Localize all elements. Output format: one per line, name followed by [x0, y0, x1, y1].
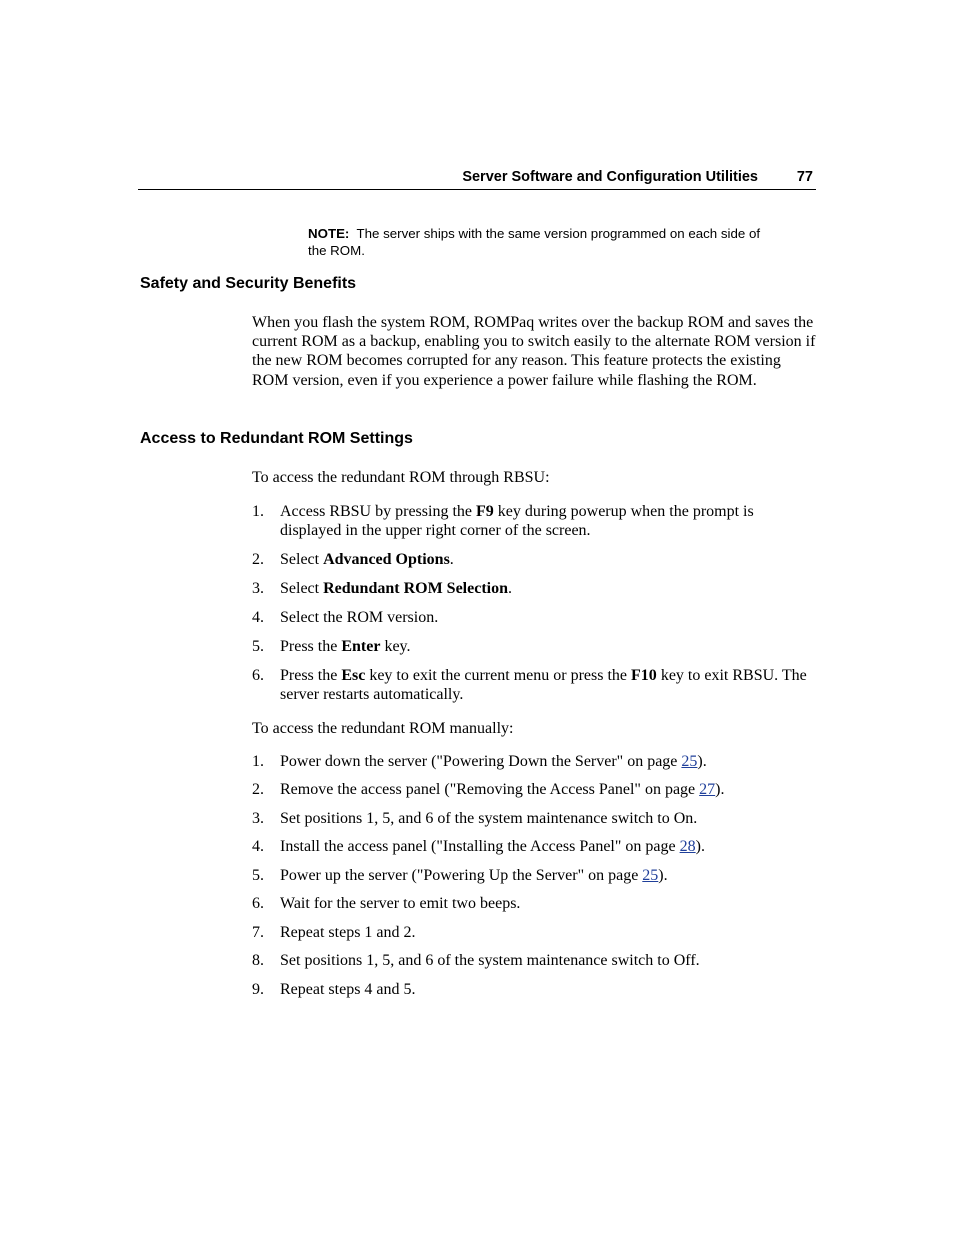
step-text — [280, 752, 817, 771]
step-text-part: Press the — [280, 638, 342, 655]
page-link[interactable]: 28 — [679, 838, 696, 855]
key-name: F10 — [631, 667, 657, 684]
list-item — [252, 666, 817, 704]
step-text-part: ). — [695, 838, 705, 855]
step-text-part: ). — [715, 781, 725, 798]
step-text-part: Remove the access panel ("Removing the Access Panel" on page — [280, 781, 700, 798]
note-box — [308, 225, 778, 259]
step-text: Repeat steps 4 and 5. — [280, 981, 416, 998]
list-item — [252, 550, 817, 569]
intro-rbsu: To access the redundant ROM through RBSU: — [252, 469, 550, 486]
list-item — [252, 502, 817, 540]
step-text — [280, 579, 817, 598]
list-item — [252, 894, 817, 913]
step-text — [280, 837, 817, 856]
step-number: 1. — [252, 753, 264, 770]
step-number: 5. — [252, 867, 264, 884]
list-item — [252, 608, 817, 627]
step-number: 2. — [252, 551, 264, 568]
step-number: 2. — [252, 781, 264, 798]
key-name: Enter — [341, 638, 381, 655]
page-link[interactable]: 25 — [642, 867, 659, 884]
list-item — [252, 866, 817, 885]
step-text — [280, 502, 817, 540]
step-number: 8. — [252, 952, 264, 969]
step-text — [280, 637, 817, 656]
key-name: Esc — [341, 667, 366, 684]
step-text-part: . — [508, 580, 512, 597]
step-text — [280, 866, 817, 885]
step-number: 4. — [252, 609, 264, 626]
page-link[interactable]: 27 — [699, 781, 716, 798]
step-number: 5. — [252, 638, 264, 655]
list-item — [252, 923, 817, 942]
list-item — [252, 951, 817, 970]
step-text-part: key during powerup when the prompt is displayed in the upper right corner of the screen. — [280, 503, 754, 540]
list-item — [252, 780, 817, 799]
step-text — [280, 780, 817, 799]
header-rule — [138, 189, 816, 190]
step-text-part: Power down the server ("Powering Down the Server" on page — [280, 753, 682, 770]
key-name: F9 — [475, 503, 494, 520]
section-heading-safety: Safety and Security Benefits — [140, 275, 357, 292]
step-text: Repeat steps 1 and 2. — [280, 924, 416, 941]
list-item — [252, 579, 817, 598]
note-label: NOTE: — [308, 226, 350, 241]
step-text: Select the ROM version. — [280, 609, 439, 626]
list-item — [252, 980, 817, 999]
list-item — [252, 752, 817, 771]
step-number: 6. — [252, 667, 264, 684]
note-text: The server ships with the same version programmed on each side of the ROM. — [308, 226, 761, 258]
header-title: Server Software and Configuration Utilities — [462, 169, 758, 185]
step-text-part: Press the — [280, 667, 342, 684]
step-text — [280, 550, 817, 569]
list-item — [252, 837, 817, 856]
list-item — [252, 637, 817, 656]
step-text-part: Select — [280, 580, 324, 597]
step-number: 9. — [252, 981, 264, 998]
step-text-part: Access RBSU by pressing the — [280, 503, 476, 520]
step-text: Set positions 1, 5, and 6 of the system maintenance switch to Off. — [280, 952, 700, 969]
menu-option-name: Redundant ROM Selection — [323, 580, 508, 597]
menu-option-name: Advanced Options — [323, 551, 450, 568]
step-text-part: key to exit the current menu or press the — [365, 667, 632, 684]
step-text-part: Install the access panel ("Installing the Access Panel" on page — [280, 838, 680, 855]
step-text-part: Power up the server ("Powering Up the Server" on page — [280, 867, 643, 884]
step-number: 4. — [252, 838, 264, 855]
step-number: 3. — [252, 810, 264, 827]
step-number: 6. — [252, 895, 264, 912]
step-text-part: key to exit RBSU. The server restarts automatically. — [280, 667, 807, 704]
step-text-part: key. — [380, 638, 411, 655]
step-text: Set positions 1, 5, and 6 of the system maintenance switch to On. — [280, 810, 698, 827]
step-text-part: Select — [280, 551, 324, 568]
page-number: 77 — [796, 169, 813, 185]
step-number: 1. — [252, 503, 264, 520]
safety-paragraph: When you flash the system ROM, ROMPaq writes over the backup ROM and saves the current ROM as a backup, enabling you to switch easily to the alternate ROM version if the new ROM becomes corrupted for any reason. This feature protects the existing ROM version, even if you experience a power failure while flashing the ROM. — [252, 314, 816, 389]
step-text-part: ). — [658, 867, 668, 884]
running-header — [139, 168, 816, 188]
step-number: 7. — [252, 924, 264, 941]
step-text — [280, 666, 817, 704]
step-text-part: ). — [697, 753, 707, 770]
step-text-part: . — [449, 551, 454, 568]
step-text: Wait for the server to emit two beeps. — [280, 895, 521, 912]
list-item — [252, 809, 817, 828]
section-heading-redundant-rom: Access to Redundant ROM Settings — [140, 430, 413, 447]
intro-manual: To access the redundant ROM manually: — [252, 720, 514, 737]
step-number: 3. — [252, 580, 264, 597]
page-link[interactable]: 25 — [681, 753, 698, 770]
